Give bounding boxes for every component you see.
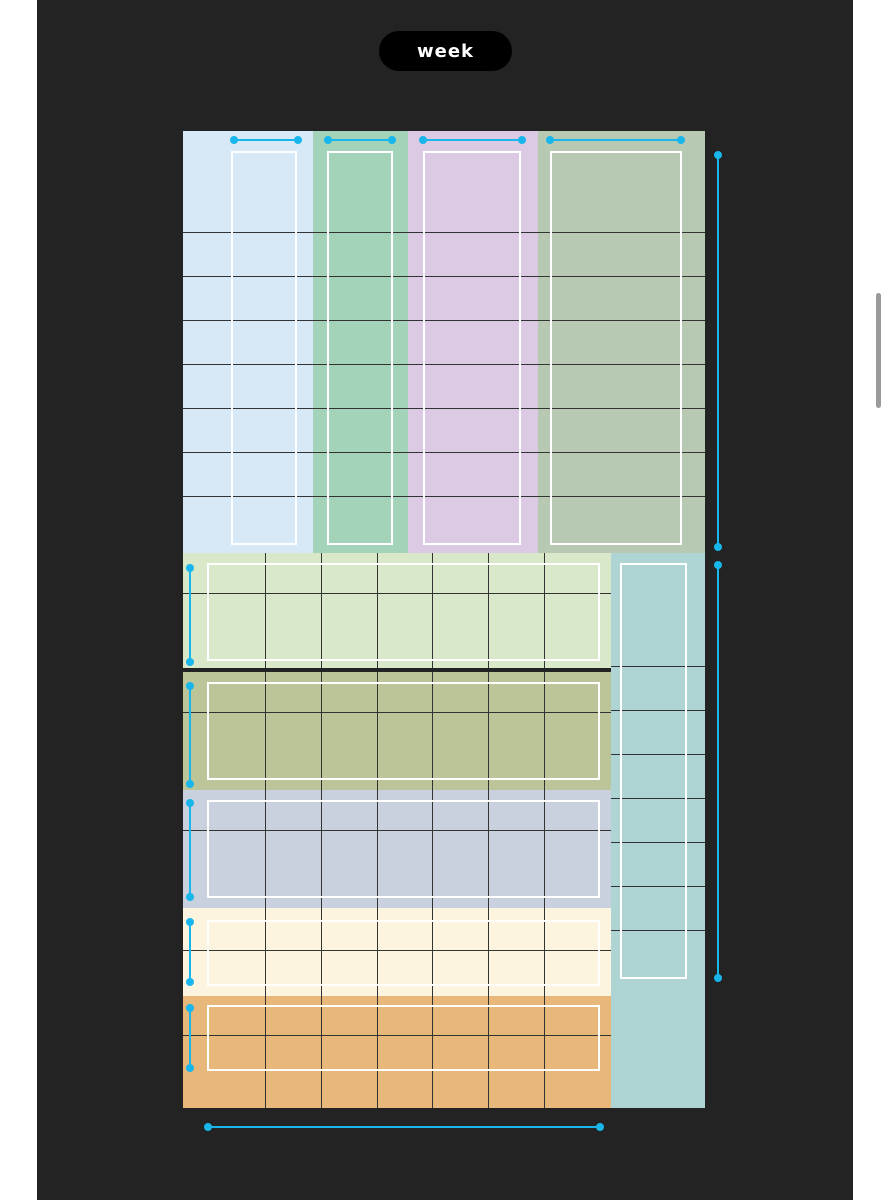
row-height-dimension-line [189, 922, 191, 982]
width-dimension-line-end [388, 136, 396, 144]
row-height-dimension-line-end [186, 799, 194, 807]
write-frame [207, 1005, 600, 1071]
row-height-dimension-line-end [186, 1004, 194, 1012]
row-height-dimension-line-end [186, 564, 194, 572]
row-height-dimension-line-end [186, 682, 194, 690]
write-frame [207, 563, 600, 661]
row-height-dimension-line-end [186, 893, 194, 901]
scrollbar-thumb[interactable] [876, 293, 881, 408]
write-frame [207, 682, 600, 780]
width-dimension-line-end [230, 136, 238, 144]
row-height-dimension-line-end [186, 918, 194, 926]
row-height-dimension-line [189, 568, 191, 662]
row-height-dimension-line-end [186, 978, 194, 986]
height-dimension-line [717, 155, 719, 547]
width-dimension-line-end [518, 136, 526, 144]
row-height-dimension-line-end [186, 780, 194, 788]
row-height-dimension-line-end [186, 1064, 194, 1072]
width-dimension-line-end [677, 136, 685, 144]
height-dimension-line [717, 565, 719, 978]
bottom-width-dimension-line [208, 1126, 600, 1128]
width-dimension-line [328, 139, 392, 141]
row-height-dimension-line [189, 1008, 191, 1068]
height-dimension-line-end [714, 561, 722, 569]
write-frame [423, 151, 521, 545]
width-dimension-line-end [324, 136, 332, 144]
title-badge: week [379, 31, 512, 71]
width-dimension-line-end [546, 136, 554, 144]
width-dimension-line-end [419, 136, 427, 144]
width-dimension-line-end [294, 136, 302, 144]
write-frame [327, 151, 393, 545]
height-dimension-line-end [714, 974, 722, 982]
height-dimension-line-end [714, 543, 722, 551]
bottom-width-dimension-line-end [204, 1123, 212, 1131]
width-dimension-line [423, 139, 522, 141]
write-frame [207, 920, 600, 986]
height-dimension-line-end [714, 151, 722, 159]
row-height-dimension-line [189, 686, 191, 784]
bottom-width-dimension-line-end [596, 1123, 604, 1131]
write-frame [620, 563, 687, 979]
write-frame [231, 151, 297, 545]
write-frame [550, 151, 682, 545]
width-dimension-line [550, 139, 681, 141]
width-dimension-line [234, 139, 298, 141]
write-frame [207, 800, 600, 898]
row-height-dimension-line-end [186, 658, 194, 666]
row-height-dimension-line [189, 803, 191, 897]
